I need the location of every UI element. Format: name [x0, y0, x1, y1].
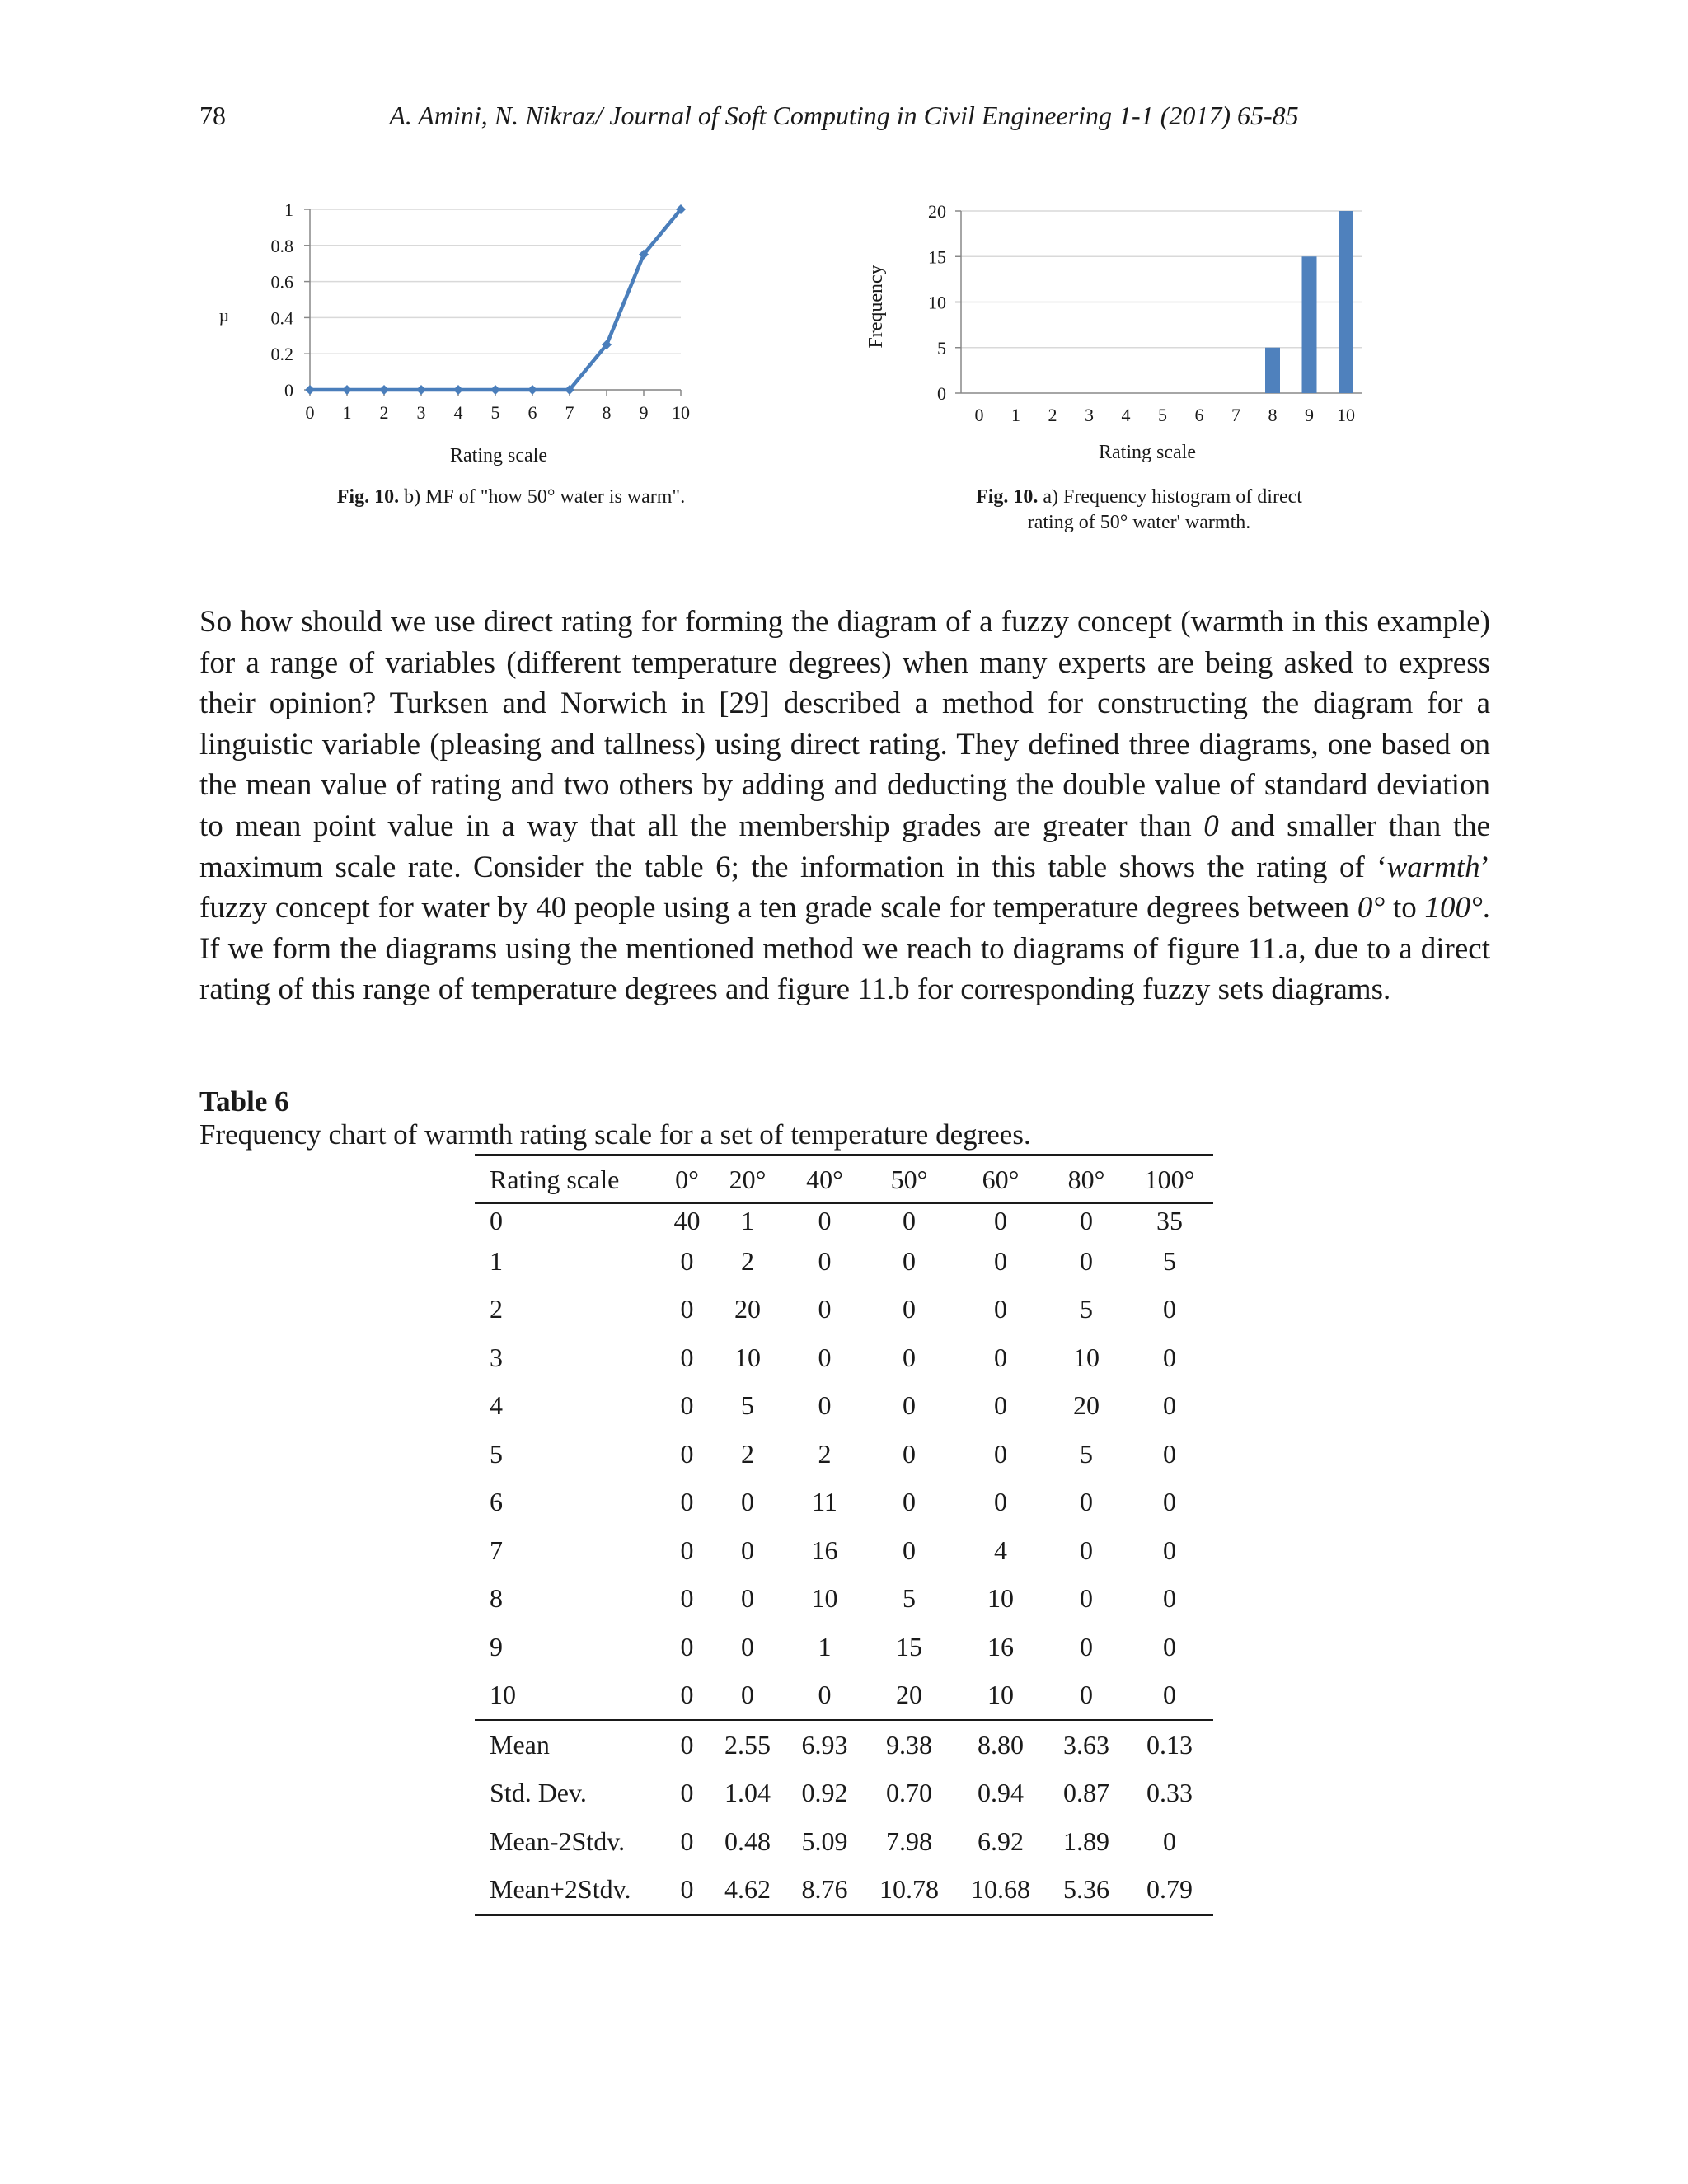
table-cell: 6.92: [978, 1825, 1024, 1856]
figure-10b-caption: [280, 485, 742, 510]
table-stats-row: [475, 1866, 1213, 1915]
italic-hundred-degrees: 100°: [1424, 891, 1483, 926]
table-cell: 0.92: [801, 1778, 848, 1808]
table-cell: 5: [1163, 1245, 1176, 1276]
table-row: [475, 1430, 1213, 1479]
table-cell: 0: [994, 1245, 1007, 1276]
table-cell: 1.04: [724, 1778, 771, 1808]
table-cell: 0: [664, 1720, 710, 1769]
bar-chart-y-tick-labels: [928, 201, 946, 404]
bar-chart-x-axis-label: Rating scale: [1099, 442, 1196, 463]
table-cell: 0: [1080, 1631, 1093, 1661]
bar-chart-x-tick-label: 10: [1337, 405, 1355, 425]
figure-10a-caption-label: Fig. 10.: [976, 486, 1039, 508]
line-chart-x-tick-label: 2: [379, 402, 389, 423]
table-cell: 0: [1163, 1438, 1176, 1469]
table-row: [475, 1286, 1213, 1334]
bar-chart-x-tick-label: 9: [1305, 405, 1314, 425]
table-cell: 0: [1080, 1535, 1093, 1565]
table-header-temperature: 0°: [675, 1164, 699, 1194]
table-cell: 0: [903, 1535, 916, 1565]
table-cell: 0: [741, 1583, 754, 1614]
table-cell: 0: [818, 1245, 832, 1276]
bar-chart-x-tick-label: 3: [1085, 405, 1094, 425]
table-row-label: 4: [490, 1390, 503, 1421]
table-cell: 0: [741, 1631, 754, 1661]
table-cell: 0: [903, 1294, 916, 1324]
frequency-table: [475, 1154, 1213, 1916]
table-cell: 4.62: [724, 1874, 771, 1905]
table-row-label: 10: [490, 1680, 516, 1710]
table-header-temperature: 20°: [729, 1164, 767, 1194]
table-stats-row: [475, 1769, 1213, 1818]
table-cell: 4: [994, 1535, 1007, 1565]
table-cell: 0.70: [886, 1778, 932, 1808]
table-cell: 9.38: [864, 1720, 954, 1769]
table-cell: 5.36: [1063, 1874, 1109, 1905]
bar-chart: [857, 198, 1368, 478]
line-chart-x-tick-label: 1: [342, 402, 352, 423]
table-cell: 0.13: [1126, 1720, 1213, 1769]
table-cell: 0: [741, 1680, 754, 1710]
table-row: [475, 1382, 1213, 1431]
paragraph-to: to: [1385, 891, 1425, 926]
italic-zero-degrees: 0°: [1357, 891, 1386, 926]
bar-chart-y-axis-label: Frequency: [865, 265, 887, 349]
table-cell: 2.55: [710, 1720, 785, 1769]
table-body: [475, 1203, 1213, 1915]
table-cell: 10.78: [879, 1874, 939, 1905]
table-cell: 0: [903, 1390, 916, 1421]
table-cell: 0: [1163, 1825, 1176, 1856]
table-cell: 1.89: [1063, 1825, 1109, 1856]
table-row-label: Std. Dev.: [490, 1778, 587, 1808]
table-caption: Frequency chart of warmth rating scale for a set of temperature degrees.: [199, 1118, 1031, 1151]
bar-chart-x-tick-labels: [975, 405, 1356, 425]
bar-chart-x-tick-label: 1: [1011, 405, 1020, 425]
table-cell: 0: [818, 1390, 832, 1421]
table-cell: 0: [1080, 1205, 1093, 1235]
line-chart-x-tick-label: 7: [565, 402, 574, 423]
table-row: [475, 1623, 1213, 1671]
table-cell: 0: [1080, 1487, 1093, 1517]
paragraph-part-1: So how should we use direct rating for forming the diagram of a fuzzy concept (warmth in this example) for a range of variables (different temperature degrees) when many experts are being asked to express their opinion? Turksen and Norwich in [29] described a method for constructing the diagram for a linguistic variable (pleasing and tallness) using direct rating. They defined three diagrams, one based on the mean value of rating and two others by adding and deducting the double value of standard deviation to mean point value in a way that all the membership grades are greater than: [199, 605, 1490, 843]
line-chart-x-tick-label: 4: [453, 402, 463, 423]
line-chart-y-tick-label: 0.4: [270, 307, 293, 329]
table-cell: 20: [734, 1294, 761, 1324]
table-header-row: [475, 1155, 1213, 1204]
table-cell: 0: [1163, 1631, 1176, 1661]
table-cell: 0: [680, 1487, 694, 1517]
table-row-label: Mean+2Stdv.: [490, 1874, 631, 1905]
table-cell: 0.94: [978, 1778, 1024, 1808]
bar-chart-y-tick-label: 15: [928, 246, 946, 268]
table-cell: 5: [903, 1583, 916, 1614]
table-cell: 0: [680, 1874, 694, 1905]
table-row-label: 0: [490, 1205, 503, 1235]
table-cell: 0: [903, 1205, 916, 1235]
table-row-label: 5: [490, 1438, 503, 1469]
line-chart-y-tick-label: 0.6: [270, 271, 293, 293]
bar-chart-y-tick-label: 5: [937, 337, 946, 359]
line-chart-x-tick-label: 6: [528, 402, 537, 423]
bar-chart-x-tick-label: 7: [1231, 405, 1240, 425]
line-chart-x-tick-label: 10: [672, 402, 690, 423]
table-cell: 10: [987, 1583, 1014, 1614]
table-cell: 0: [680, 1245, 694, 1276]
line-chart-data-point: [305, 385, 315, 395]
line-chart-data-point: [416, 385, 426, 395]
italic-warmth: warmth: [1386, 850, 1480, 884]
table-cell: 0: [1163, 1342, 1176, 1372]
table-row-label: 8: [490, 1583, 503, 1614]
table-cell: 16: [811, 1535, 838, 1565]
figure-10a-caption: [917, 485, 1362, 536]
line-chart-data-point: [490, 385, 500, 395]
bar-chart-x-tick-label: 0: [974, 405, 984, 425]
line-chart-data-point: [342, 385, 352, 395]
bar-chart-gridlines: [961, 211, 1362, 348]
table-cell: 0: [903, 1438, 916, 1469]
paragraph-part-4: . If we form the diagrams using the mentioned method we reach to diagrams of figure 11.a, due to a direct rating of this range of temperature degrees and figure 11.b for corresponding fuzzy sets diagrams.: [199, 891, 1491, 1007]
paragraph-part-2: and smaller than the maximum scale rate. Consider the table 6; the information in this table shows the rating of ‘: [199, 808, 1490, 884]
table-cell: 5.09: [801, 1825, 848, 1856]
table-cell: 0.79: [1146, 1874, 1193, 1905]
table-cell: 0: [1163, 1487, 1176, 1517]
table-cell: 0: [1163, 1680, 1176, 1710]
table-cell: 10: [1073, 1342, 1100, 1372]
table-header-temperature: 100°: [1144, 1164, 1195, 1194]
table-cell: 20: [896, 1680, 922, 1710]
bar-chart-bar: [1302, 256, 1317, 393]
table-cell: 0: [994, 1205, 1007, 1235]
page-number: 78: [199, 101, 226, 130]
table-cell: 0: [818, 1680, 832, 1710]
table-header-rating-scale: Rating scale: [490, 1164, 620, 1194]
table-cell: 5: [741, 1390, 754, 1421]
figure-10b-caption-label: Fig. 10.: [336, 486, 400, 508]
table-cell: 0: [680, 1825, 694, 1856]
table-cell: 0: [680, 1583, 694, 1614]
table-row: [475, 1333, 1213, 1382]
table-cell: 35: [1156, 1205, 1183, 1235]
table-label: Table 6: [199, 1085, 289, 1118]
body-paragraph: [199, 602, 1490, 1010]
table-cell: 1: [741, 1205, 754, 1235]
bar-chart-y-tick-label: 20: [928, 201, 946, 222]
figure-10a-caption-line1: [917, 485, 1362, 510]
table-cell: 3.63: [1047, 1720, 1126, 1769]
table-cell: 0: [680, 1438, 694, 1469]
line-chart-x-tick-label: 3: [416, 402, 426, 423]
line-chart-x-tick-labels: [306, 402, 691, 423]
table-cell: 0: [680, 1294, 694, 1324]
table-header-temperature: 60°: [982, 1164, 1020, 1194]
table-cell: 0: [903, 1342, 916, 1372]
table-cell: 0: [680, 1535, 694, 1565]
table-header-temperature: 80°: [1067, 1164, 1105, 1194]
line-chart-x-tick-label: 8: [602, 402, 612, 423]
bar-chart-x-tick-label: 5: [1158, 405, 1167, 425]
table-cell: 0: [994, 1342, 1007, 1372]
table-cell: 0: [903, 1487, 916, 1517]
table-cell: 0: [680, 1778, 694, 1808]
table-row: [475, 1479, 1213, 1527]
table-row-label: 3: [490, 1342, 503, 1372]
table-row-label: Mean-2Stdv.: [490, 1825, 626, 1856]
bar-chart-y-tick-label: 0: [937, 383, 946, 404]
line-chart-x-tick-label: 9: [639, 402, 649, 423]
table-row-label: 2: [490, 1294, 503, 1324]
table-cell: 0: [1163, 1294, 1176, 1324]
table-row-label: 9: [490, 1631, 503, 1661]
line-chart-x-axis-label: Rating scale: [450, 445, 547, 466]
table-cell: 0: [1080, 1245, 1093, 1276]
bar-chart-x-tick-label: 8: [1268, 405, 1278, 425]
table-header-temperature: 40°: [806, 1164, 843, 1194]
table-stats-row: [475, 1720, 1213, 1769]
table-cell: 0: [1080, 1680, 1093, 1710]
table-cell: 0.48: [724, 1825, 771, 1856]
table-cell: 2: [741, 1438, 754, 1469]
line-chart: [206, 198, 717, 478]
line-chart-y-tick-labels: [271, 199, 294, 401]
table-row-label: 6: [490, 1487, 503, 1517]
line-chart-data-point: [379, 385, 389, 395]
figure-10a-caption-text-line1: a) Frequency histogram of direct: [1043, 486, 1302, 508]
table-cell: 0: [994, 1390, 1007, 1421]
figure-10a-caption-text-line2: rating of 50° water' warmth.: [1027, 512, 1251, 533]
table-stats-row: [475, 1817, 1213, 1866]
table-cell: 0: [1163, 1535, 1176, 1565]
bar-chart-bar: [1265, 348, 1280, 393]
table-cell: 11: [812, 1487, 837, 1517]
line-chart-y-tick-label: 0.2: [270, 344, 293, 365]
table-cell: 6.93: [785, 1720, 864, 1769]
table-header-temperature: 50°: [890, 1164, 928, 1194]
table-cell: 0: [994, 1487, 1007, 1517]
table-cell: 0: [1080, 1583, 1093, 1614]
running-head: A. Amini, N. Nikraz/ Journal of Soft Computing in Civil Engineering 1-1 (2017) 65-85: [389, 101, 1299, 130]
table-cell: 10: [734, 1342, 761, 1372]
table-cell: 8.80: [954, 1720, 1047, 1769]
paragraph-part-3: ’ fuzzy concept for water by 40 people using a ten grade scale for temperature degrees between: [199, 850, 1490, 926]
line-chart-series-line: [310, 209, 681, 390]
bar-chart-x-tick-label: 6: [1194, 405, 1204, 425]
table-cell: 0: [680, 1631, 694, 1661]
table-cell: 1: [818, 1631, 832, 1661]
bar-chart-x-tick-label: 2: [1048, 405, 1057, 425]
table-cell: 0: [994, 1294, 1007, 1324]
line-chart-y-axis-label: µ: [218, 305, 230, 326]
figure-10b-caption-text: b) MF of "how 50° water is warm".: [404, 486, 686, 508]
table-cell: 0: [741, 1535, 754, 1565]
table-cell: 0: [994, 1438, 1007, 1469]
table-cell: 0: [818, 1342, 832, 1372]
table-cell: 10: [987, 1680, 1014, 1710]
table-cell: 20: [1073, 1390, 1100, 1421]
line-chart-y-tick-label: 0.8: [270, 235, 293, 256]
table-cell: 5: [1080, 1438, 1093, 1469]
table-cell: 0: [1163, 1390, 1176, 1421]
table-cell: 0.33: [1146, 1778, 1193, 1808]
table-row: [475, 1575, 1213, 1624]
table-cell: 0: [818, 1205, 832, 1235]
table-cell: 0: [1163, 1583, 1176, 1614]
table-cell: 0: [680, 1342, 694, 1372]
table-cell: 2: [741, 1245, 754, 1276]
table-cell: 10.68: [971, 1874, 1030, 1905]
table-cell: 40: [673, 1205, 701, 1235]
table-cell: 8.76: [801, 1874, 848, 1905]
bar-chart-bar: [1339, 211, 1353, 393]
line-chart-data-point: [528, 385, 537, 395]
table-cell: 0: [741, 1487, 754, 1517]
table-cell: 0: [903, 1245, 916, 1276]
table-cell: 0: [680, 1390, 694, 1421]
line-chart-x-tick-label: 0: [305, 402, 315, 423]
line-chart-y-tick-label: 1: [284, 199, 293, 220]
table-row: [475, 1671, 1213, 1721]
line-chart-x-tick-label: 5: [490, 402, 500, 423]
table-row-label: Mean: [475, 1720, 664, 1769]
table-cell: 15: [896, 1631, 922, 1661]
bar-chart-y-tick-label: 10: [928, 292, 946, 313]
bar-chart-x-tick-label: 4: [1121, 405, 1131, 425]
table-cell: 2: [818, 1438, 832, 1469]
line-chart-data-point: [453, 385, 463, 395]
table-row: [475, 1237, 1213, 1286]
table-cell: 0.87: [1063, 1778, 1109, 1808]
table-row-label: 1: [490, 1245, 503, 1276]
table-cell: 0: [680, 1680, 694, 1710]
table-cell: 5: [1080, 1294, 1093, 1324]
table-cell: 0: [818, 1294, 832, 1324]
table-cell: 7.98: [886, 1825, 932, 1856]
table-row-label: 7: [490, 1535, 503, 1565]
line-chart-y-tick-label: 0: [284, 380, 293, 401]
table-cell: 16: [987, 1631, 1014, 1661]
table-cell: 10: [811, 1583, 838, 1614]
table-row: [475, 1203, 1213, 1237]
table-row: [475, 1526, 1213, 1575]
line-chart-series: [305, 204, 686, 395]
italic-zero: 0: [1203, 808, 1219, 843]
